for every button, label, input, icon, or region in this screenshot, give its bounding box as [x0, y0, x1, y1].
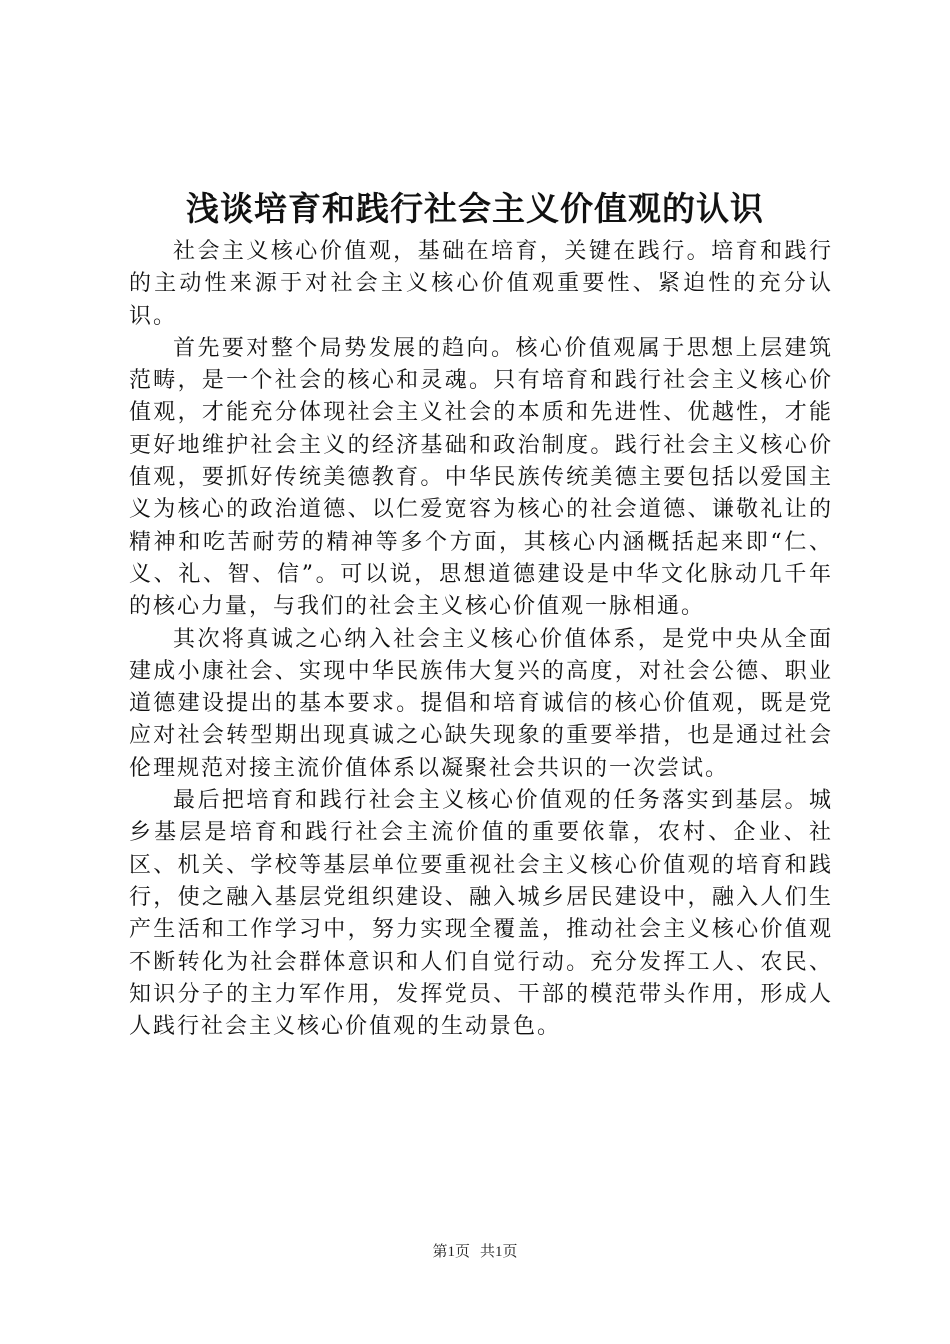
paragraph-4: 最后把培育和践行社会主义核心价值观的任务落实到基层。城乡基层是培育和践行社会主流价值的重要依靠，农村、企业、社区、机关、学校等基层单位要重视社会主义核心价值观的培育和践行，使之融入基层党组织建设、融入城乡居民建设中，融入人们生产生活和工作学习中，努力实现全覆盖，推动社会主义核心价值观不断转化为社会群体意识和人们自觉行动。充分发挥工人、农民、知识分子的主力军作用，发挥党员、干部的模范带头作用，形成人人践行社会主义核心价值观的生动景色。: [129, 788, 833, 1040]
paragraph-2: 首先要对整个局势发展的趋向。核心价值观属于思想上层建筑范畴，是一个社会的核心和灵魂。只有培育和践行社会主义核心价值观，才能充分体现社会主义社会的本质和先进性、优越性，才能更好地维护社会主义的经济基础和政治制度。践行社会主义核心价值观，要抓好传统美德教育。中华民族传统美德主要包括以爱国主义为核心的政治道德、以仁爱宽容为核心的社会道德、谦敬礼让的精神和吃苦耐劳的精神等多个方面，其核心内涵概括起来即“仁、义、礼、智、信”。可以说，思想道德建设是中华文化脉动几千年的核心力量，与我们的社会主义核心价值观一脉相通。: [129, 335, 833, 620]
paragraph-3: 其次将真诚之心纳入社会主义核心价值体系，是党中央从全面建成小康社会、实现中华民族伟大复兴的高度，对社会公德、职业道德建设提出的基本要求。提倡和培育诚信的核心价值观，既是党应对社会转型期出现真诚之心缺失现象的重要举措，也是通过社会伦理规范对接主流价值体系以凝聚社会共识的一次尝试。: [129, 626, 833, 781]
document-body: [129, 236, 833, 1043]
page-number: 第1页: [432, 1244, 470, 1260]
document-title: 浅谈培育和践行社会主义价值观的认识: [186, 189, 764, 228]
paragraph-1: 社会主义核心价值观，基础在培育，关键在践行。培育和践行的主动性来源于对社会主义核心价值观重要性、紧迫性的充分认识。: [129, 239, 833, 329]
page-footer: [0, 1242, 950, 1262]
page-total: 共1页: [480, 1244, 518, 1260]
